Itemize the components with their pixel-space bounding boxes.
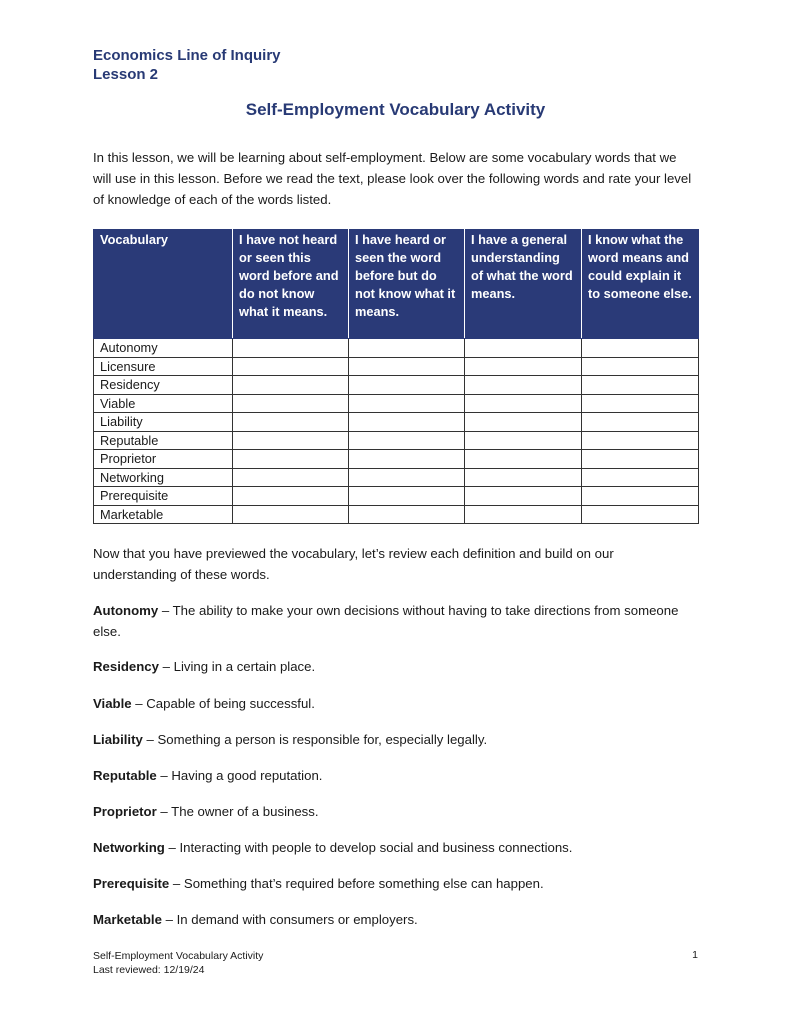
table-row — [94, 339, 699, 358]
rating-cell[interactable] — [349, 431, 465, 450]
definition-term: Residency — [93, 659, 159, 674]
vocabulary-word: Marketable — [94, 505, 233, 524]
column-header-know: I know what the word means and could explain it to someone else. — [582, 230, 699, 339]
vocabulary-word: Autonomy — [94, 339, 233, 358]
footer-reviewed-date: Last reviewed: 12/19/24 — [93, 964, 205, 976]
vocabulary-word: Liability — [94, 413, 233, 432]
vocabulary-word: Proprietor — [94, 450, 233, 469]
table-row — [94, 505, 699, 524]
rating-cell[interactable] — [465, 487, 582, 506]
rating-cell[interactable] — [465, 431, 582, 450]
rating-cell[interactable] — [465, 468, 582, 487]
definition-text: – Capable of being successful. — [131, 696, 315, 711]
table-body — [94, 339, 699, 524]
definition-item — [93, 873, 698, 894]
rating-cell[interactable] — [349, 394, 465, 413]
definition-text: – Something a person is responsible for, especially legally. — [142, 732, 488, 747]
rating-cell[interactable] — [582, 357, 699, 376]
page-title: Self-Employment Vocabulary Activity — [245, 100, 546, 119]
rating-cell[interactable] — [465, 357, 582, 376]
rating-cell[interactable] — [233, 505, 349, 524]
vocabulary-word: Reputable — [94, 431, 233, 450]
vocabulary-word: Licensure — [94, 357, 233, 376]
rating-cell[interactable] — [349, 505, 465, 524]
rating-cell[interactable] — [233, 450, 349, 469]
table-row — [94, 394, 699, 413]
definition-item — [93, 693, 698, 714]
rating-cell[interactable] — [233, 487, 349, 506]
definition-text: – Interacting with people to develop social and business connections. — [164, 840, 573, 855]
table-row — [94, 487, 699, 506]
rating-cell[interactable] — [233, 376, 349, 395]
definition-text: – Something that’s required before something else can happen. — [169, 876, 544, 891]
column-header-not-heard: I have not heard or seen this word before and do not know what it means. — [233, 230, 349, 339]
definition-term: Proprietor — [93, 804, 157, 819]
rating-cell[interactable] — [349, 376, 465, 395]
rating-cell[interactable] — [349, 487, 465, 506]
rating-cell[interactable] — [582, 413, 699, 432]
rating-cell[interactable] — [465, 505, 582, 524]
vocabulary-word: Residency — [94, 376, 233, 395]
vocabulary-word: Networking — [94, 468, 233, 487]
column-header-vocabulary: Vocabulary — [94, 230, 233, 339]
definition-term: Reputable — [93, 768, 157, 783]
rating-cell[interactable] — [582, 450, 699, 469]
rating-cell[interactable] — [582, 339, 699, 358]
rating-cell[interactable] — [349, 339, 465, 358]
rating-cell[interactable] — [465, 376, 582, 395]
definition-text: – The ability to make your own decisions without having to take directions from someone else. — [93, 603, 679, 639]
definition-item — [93, 729, 698, 750]
definition-item — [93, 909, 698, 930]
definition-term: Marketable — [93, 912, 162, 927]
rating-cell[interactable] — [465, 394, 582, 413]
lesson-label: Lesson 2 — [93, 66, 159, 83]
course-title: Economics Line of Inquiry — [93, 47, 281, 64]
page-footer — [93, 949, 263, 977]
definition-text: – The owner of a business. — [156, 804, 319, 819]
table-row — [94, 450, 699, 469]
definition-item — [93, 801, 698, 822]
rating-cell[interactable] — [349, 357, 465, 376]
rating-cell[interactable] — [233, 339, 349, 358]
table-row — [94, 468, 699, 487]
definition-text: – Living in a certain place. — [158, 659, 316, 674]
rating-cell[interactable] — [233, 357, 349, 376]
rating-cell[interactable] — [582, 431, 699, 450]
rating-cell[interactable] — [582, 394, 699, 413]
column-header-heard: I have heard or seen the word before but do not know what it means. — [349, 230, 465, 339]
rating-cell[interactable] — [349, 450, 465, 469]
table-row — [94, 431, 699, 450]
definition-item — [93, 765, 698, 786]
intro-paragraph: In this lesson, we will be learning about self-employment. Below are some vocabulary words that we will use in this lesson. Before we read the text, please look over the following words and rate your level of knowledge of each of the words listed. — [93, 150, 692, 207]
rating-cell[interactable] — [233, 468, 349, 487]
rating-cell[interactable] — [582, 376, 699, 395]
definition-text: – In demand with consumers or employers. — [161, 912, 418, 927]
table-row — [94, 357, 699, 376]
vocabulary-word: Viable — [94, 394, 233, 413]
definition-term: Liability — [93, 732, 143, 747]
table-header-row — [94, 230, 699, 339]
definition-item — [93, 656, 698, 677]
definition-term: Networking — [93, 840, 165, 855]
rating-cell[interactable] — [233, 394, 349, 413]
footer-doc-name: Self-Employment Vocabulary Activity — [93, 950, 264, 962]
rating-cell[interactable] — [233, 413, 349, 432]
rating-cell[interactable] — [465, 413, 582, 432]
rating-cell[interactable] — [582, 505, 699, 524]
document-page — [93, 0, 698, 1024]
rating-cell[interactable] — [349, 468, 465, 487]
definition-term: Viable — [93, 696, 132, 711]
column-header-general: I have a general understanding of what the word means. — [465, 230, 582, 339]
rating-cell[interactable] — [582, 468, 699, 487]
transition-paragraph: Now that you have previewed the vocabulary, let’s review each definition and build on our understanding of these words. — [93, 546, 614, 582]
vocabulary-rating-table — [93, 229, 699, 524]
rating-cell[interactable] — [233, 431, 349, 450]
rating-cell[interactable] — [582, 487, 699, 506]
table-row — [94, 376, 699, 395]
table-row — [94, 413, 699, 432]
vocabulary-word: Prerequisite — [94, 487, 233, 506]
rating-cell[interactable] — [349, 413, 465, 432]
page-number: 1 — [692, 949, 698, 961]
definition-text: – Having a good reputation. — [156, 768, 323, 783]
definition-term: Prerequisite — [93, 876, 170, 891]
definition-item — [93, 837, 698, 858]
rating-cell[interactable] — [465, 339, 582, 358]
rating-cell[interactable] — [465, 450, 582, 469]
definition-item — [93, 600, 698, 642]
definition-term: Autonomy — [93, 603, 159, 618]
